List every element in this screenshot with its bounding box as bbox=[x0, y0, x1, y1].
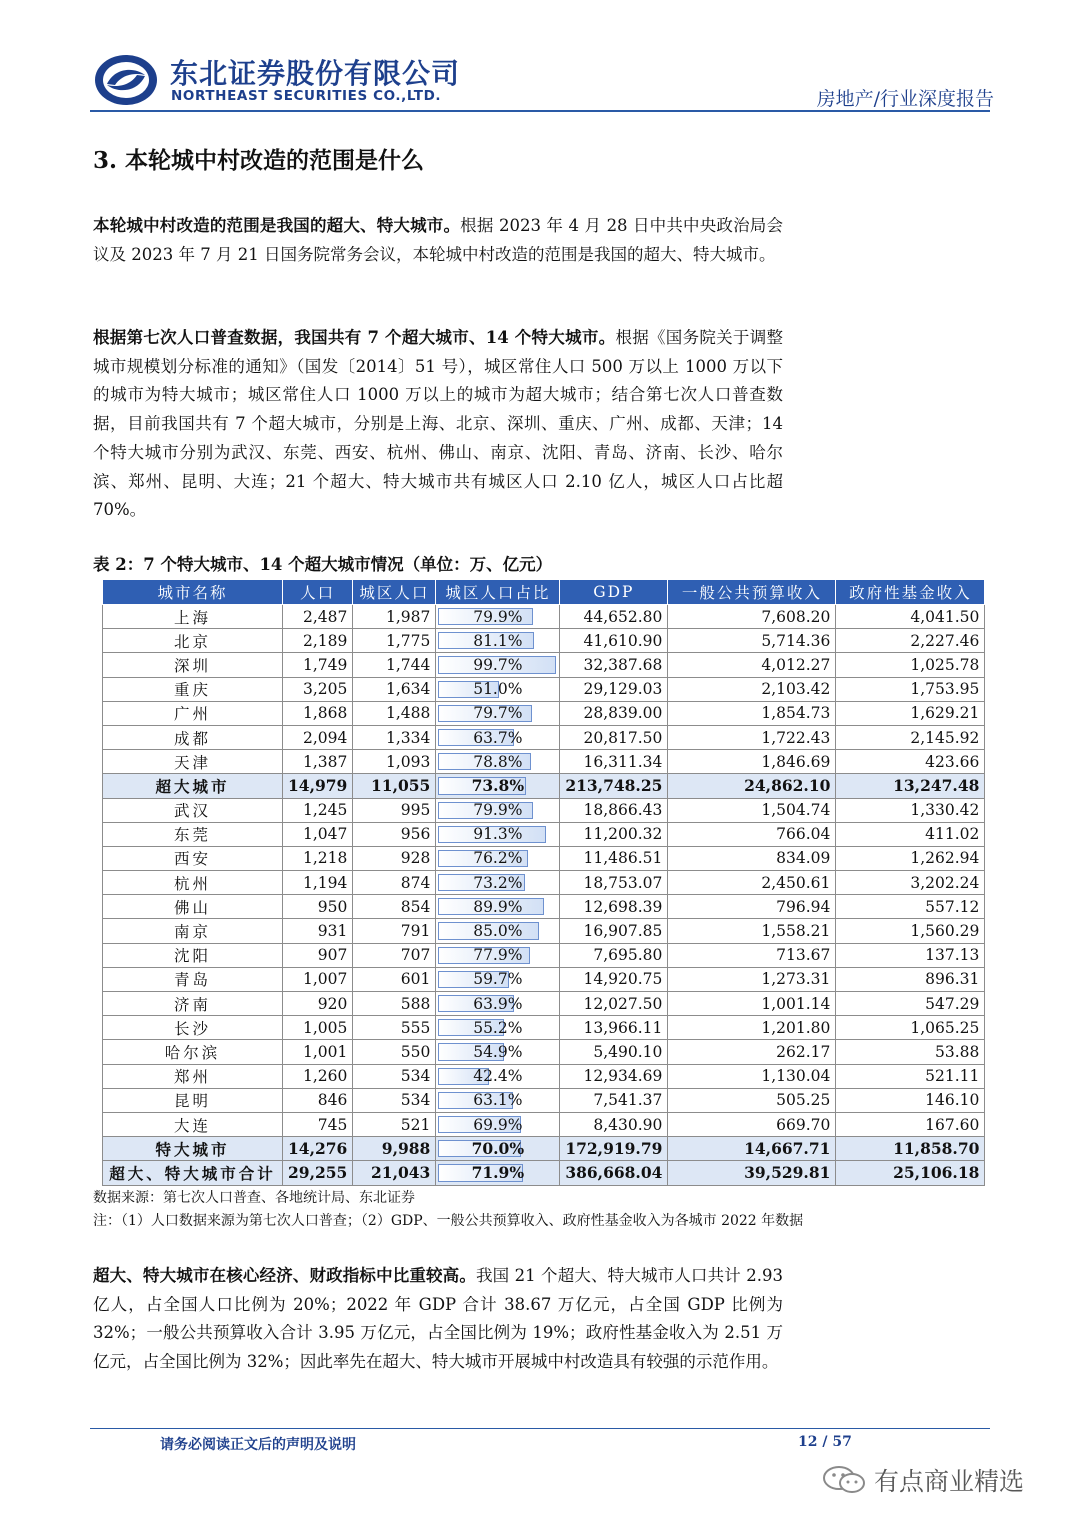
cell-fund-revenue: 1,330.42 bbox=[836, 798, 985, 822]
cell-fund-revenue: 896.31 bbox=[836, 967, 985, 991]
cell-city: 超大城市 bbox=[103, 774, 283, 798]
ratio-value: 55.2% bbox=[473, 1018, 523, 1037]
header-divider bbox=[90, 110, 990, 112]
cell-city: 济南 bbox=[103, 992, 283, 1016]
cell-city: 超大、特大城市合计 bbox=[103, 1161, 283, 1185]
ratio-value: 42.4% bbox=[473, 1067, 523, 1086]
cell-gdp: 13,966.11 bbox=[560, 1016, 668, 1040]
cell-budget-revenue: 7,608.20 bbox=[668, 605, 836, 629]
cell-population: 907 bbox=[283, 943, 353, 967]
cell-urban-population: 1,987 bbox=[353, 605, 436, 629]
table-row bbox=[103, 725, 985, 749]
cell-budget-revenue: 796.94 bbox=[668, 895, 836, 919]
column-header-urban-population: 城区人口 bbox=[353, 580, 436, 605]
cell-fund-revenue: 1,753.95 bbox=[836, 677, 985, 701]
cell-city: 杭州 bbox=[103, 871, 283, 895]
table-row bbox=[103, 798, 985, 822]
table-row bbox=[103, 701, 985, 725]
cell-urban-ratio bbox=[436, 1040, 560, 1064]
cell-city: 天津 bbox=[103, 750, 283, 774]
cell-fund-revenue: 1,262.94 bbox=[836, 846, 985, 870]
cell-budget-revenue: 766.04 bbox=[668, 822, 836, 846]
cell-gdp: 11,200.32 bbox=[560, 822, 668, 846]
table-body bbox=[103, 605, 985, 1186]
cell-urban-ratio bbox=[436, 1088, 560, 1112]
cell-urban-ratio bbox=[436, 1137, 560, 1161]
cell-urban-ratio bbox=[436, 750, 560, 774]
table-caption: 表 2：7 个特大城市、14 个超大城市情况（单位：万、亿元） bbox=[93, 555, 553, 574]
cell-urban-ratio bbox=[436, 992, 560, 1016]
cell-city: 南京 bbox=[103, 919, 283, 943]
cell-budget-revenue: 1,504.74 bbox=[668, 798, 836, 822]
paragraph-share bbox=[93, 1262, 783, 1377]
wechat-icon bbox=[820, 1464, 870, 1496]
cell-urban-ratio bbox=[436, 919, 560, 943]
cell-budget-revenue: 24,862.10 bbox=[668, 774, 836, 798]
cell-urban-population: 521 bbox=[353, 1112, 436, 1136]
cell-urban-ratio bbox=[436, 725, 560, 749]
cell-population: 2,487 bbox=[283, 605, 353, 629]
cell-budget-revenue: 2,103.42 bbox=[668, 677, 836, 701]
cell-gdp: 18,866.43 bbox=[560, 798, 668, 822]
cell-gdp: 16,311.34 bbox=[560, 750, 668, 774]
ratio-value: 91.3% bbox=[473, 825, 523, 844]
cell-population: 1,260 bbox=[283, 1064, 353, 1088]
cell-gdp: 32,387.68 bbox=[560, 653, 668, 677]
cell-fund-revenue: 25,106.18 bbox=[836, 1161, 985, 1185]
cell-city: 郑州 bbox=[103, 1064, 283, 1088]
column-header-fund-revenue: 政府性基金收入 bbox=[836, 580, 985, 605]
column-header-gdp: GDP bbox=[560, 580, 668, 605]
cell-city: 特大城市 bbox=[103, 1137, 283, 1161]
table-row bbox=[103, 677, 985, 701]
cell-urban-ratio bbox=[436, 895, 560, 919]
paragraph-scope-lead: 本轮城中村改造的范围是我国的超大、特大城市。 bbox=[93, 216, 461, 235]
cell-population: 3,205 bbox=[283, 677, 353, 701]
cell-budget-revenue: 1,846.69 bbox=[668, 750, 836, 774]
cell-urban-ratio bbox=[436, 774, 560, 798]
column-header-population: 人口 bbox=[283, 580, 353, 605]
table-note: 注：（1）人口数据来源为第七次人口普查；（2）GDP、一般公共预算收入、政府性基金收入为各城市 2022 年数据 bbox=[93, 1213, 804, 1229]
ratio-value: 59.7% bbox=[473, 970, 523, 989]
cell-budget-revenue: 1,001.14 bbox=[668, 992, 836, 1016]
cell-urban-population: 956 bbox=[353, 822, 436, 846]
table-header-row bbox=[103, 580, 985, 605]
table-row bbox=[103, 871, 985, 895]
table-summary-row bbox=[103, 774, 985, 798]
cell-urban-ratio bbox=[436, 943, 560, 967]
table-row bbox=[103, 967, 985, 991]
ratio-value: 99.7% bbox=[473, 655, 523, 674]
cell-budget-revenue: 1,558.21 bbox=[668, 919, 836, 943]
cell-fund-revenue: 521.11 bbox=[836, 1064, 985, 1088]
cell-budget-revenue: 834.09 bbox=[668, 846, 836, 870]
cell-urban-population: 995 bbox=[353, 798, 436, 822]
cell-urban-population: 550 bbox=[353, 1040, 436, 1064]
cell-city: 成都 bbox=[103, 725, 283, 749]
table-row bbox=[103, 943, 985, 967]
cell-gdp: 16,907.85 bbox=[560, 919, 668, 943]
cell-city: 昆明 bbox=[103, 1088, 283, 1112]
cell-city: 东莞 bbox=[103, 822, 283, 846]
cell-gdp: 18,753.07 bbox=[560, 871, 668, 895]
cell-fund-revenue: 547.29 bbox=[836, 992, 985, 1016]
cell-urban-ratio bbox=[436, 1161, 560, 1185]
cell-urban-population: 9,988 bbox=[353, 1137, 436, 1161]
cell-urban-population: 588 bbox=[353, 992, 436, 1016]
cell-fund-revenue: 3,202.24 bbox=[836, 871, 985, 895]
cell-budget-revenue: 1,722.43 bbox=[668, 725, 836, 749]
table-summary-row bbox=[103, 1161, 985, 1185]
ratio-value: 71.9% bbox=[471, 1163, 525, 1183]
table-row bbox=[103, 1112, 985, 1136]
ratio-value: 81.1% bbox=[473, 631, 523, 650]
table-row bbox=[103, 629, 985, 653]
cell-urban-ratio bbox=[436, 629, 560, 653]
cell-budget-revenue: 505.25 bbox=[668, 1088, 836, 1112]
cell-gdp: 386,668.04 bbox=[560, 1161, 668, 1185]
paragraph-census-lead: 根据第七次人口普查数据，我国共有 7 个超大城市、14 个特大城市。 bbox=[93, 328, 616, 347]
cell-urban-ratio bbox=[436, 701, 560, 725]
cell-population: 1,218 bbox=[283, 846, 353, 870]
ratio-value: 78.8% bbox=[473, 752, 523, 771]
cell-urban-ratio bbox=[436, 1112, 560, 1136]
cell-city: 沈阳 bbox=[103, 943, 283, 967]
cell-city: 武汉 bbox=[103, 798, 283, 822]
cell-population: 745 bbox=[283, 1112, 353, 1136]
cell-urban-population: 1,634 bbox=[353, 677, 436, 701]
cell-gdp: 41,610.90 bbox=[560, 629, 668, 653]
cell-population: 1,194 bbox=[283, 871, 353, 895]
ratio-value: 63.7% bbox=[473, 728, 523, 747]
table-row bbox=[103, 992, 985, 1016]
table-row bbox=[103, 605, 985, 629]
cell-population: 950 bbox=[283, 895, 353, 919]
cell-urban-ratio bbox=[436, 605, 560, 629]
ratio-value: 85.0% bbox=[473, 922, 523, 941]
cell-budget-revenue: 5,714.36 bbox=[668, 629, 836, 653]
cell-fund-revenue: 2,227.46 bbox=[836, 629, 985, 653]
cell-city: 大连 bbox=[103, 1112, 283, 1136]
company-logo-icon bbox=[93, 53, 159, 107]
cell-urban-ratio bbox=[436, 677, 560, 701]
cell-fund-revenue: 13,247.48 bbox=[836, 774, 985, 798]
company-name-en: NORTHEAST SECURITIES CO.,LTD. bbox=[171, 88, 442, 104]
cell-city: 青岛 bbox=[103, 967, 283, 991]
ratio-value: 54.9% bbox=[473, 1042, 523, 1061]
cell-gdp: 11,486.51 bbox=[560, 846, 668, 870]
cell-population: 29,255 bbox=[283, 1161, 353, 1185]
cell-urban-ratio bbox=[436, 1064, 560, 1088]
cell-gdp: 14,920.75 bbox=[560, 967, 668, 991]
cell-urban-population: 11,055 bbox=[353, 774, 436, 798]
cell-urban-population: 534 bbox=[353, 1064, 436, 1088]
cell-urban-population: 534 bbox=[353, 1088, 436, 1112]
table-source: 数据来源：第七次人口普查、各地统计局、东北证券 bbox=[93, 1190, 415, 1206]
section-title: 3. 本轮城中村改造的范围是什么 bbox=[93, 147, 425, 174]
cell-urban-population: 1,775 bbox=[353, 629, 436, 653]
paragraph-scope bbox=[93, 212, 783, 269]
ratio-value: 51.0% bbox=[473, 680, 523, 699]
ratio-value: 73.8% bbox=[471, 776, 525, 796]
cell-fund-revenue: 1,629.21 bbox=[836, 701, 985, 725]
cell-population: 2,094 bbox=[283, 725, 353, 749]
cell-city: 西安 bbox=[103, 846, 283, 870]
table-row bbox=[103, 1088, 985, 1112]
paragraph-scope-body: 根据 2023 年 4 月 28 日中共中央政治局会议及 2023 年 7 月 21 日国务院常务会议，本轮城中村改造的范围是我国的超大、特大城市。 bbox=[93, 216, 783, 264]
cell-city: 长沙 bbox=[103, 1016, 283, 1040]
table-row bbox=[103, 1064, 985, 1088]
cell-urban-ratio bbox=[436, 846, 560, 870]
cell-population: 920 bbox=[283, 992, 353, 1016]
cell-budget-revenue: 713.67 bbox=[668, 943, 836, 967]
cell-fund-revenue: 167.60 bbox=[836, 1112, 985, 1136]
cell-city: 哈尔滨 bbox=[103, 1040, 283, 1064]
cell-budget-revenue: 1,201.80 bbox=[668, 1016, 836, 1040]
cell-city: 北京 bbox=[103, 629, 283, 653]
table-row bbox=[103, 846, 985, 870]
cell-population: 1,001 bbox=[283, 1040, 353, 1064]
cell-urban-ratio bbox=[436, 798, 560, 822]
ratio-value: 77.9% bbox=[473, 946, 523, 965]
cell-gdp: 12,934.69 bbox=[560, 1064, 668, 1088]
cell-budget-revenue: 14,667.71 bbox=[668, 1137, 836, 1161]
cell-fund-revenue: 4,041.50 bbox=[836, 605, 985, 629]
ratio-value: 73.2% bbox=[473, 873, 523, 892]
watermark-text: 有点商业精选 bbox=[874, 1467, 1025, 1496]
cell-urban-population: 928 bbox=[353, 846, 436, 870]
paragraph-census bbox=[93, 324, 783, 525]
cell-gdp: 12,027.50 bbox=[560, 992, 668, 1016]
cell-population: 1,245 bbox=[283, 798, 353, 822]
table-row bbox=[103, 653, 985, 677]
cell-gdp: 7,541.37 bbox=[560, 1088, 668, 1112]
cell-gdp: 7,695.80 bbox=[560, 943, 668, 967]
column-header-budget-revenue: 一般公共预算收入 bbox=[668, 580, 836, 605]
cell-urban-ratio bbox=[436, 1016, 560, 1040]
ratio-value: 79.9% bbox=[473, 607, 523, 626]
cell-gdp: 20,817.50 bbox=[560, 725, 668, 749]
table-row bbox=[103, 1016, 985, 1040]
paragraph-share-body: 我国 21 个超大、特大城市人口共计 2.93 亿人，占全国人口比例为 20%；2022 年 GDP 合计 38.67 万亿元，占全国 GDP 比例为 32%；一般公共预算收入合计 3.95 万亿元，占全国比例为 19%；政府性基金收入为 2.51 万亿元，占全国比例为 32%；因此率先在超大、特大城市开展城中村改造具有较强的示范作用。 bbox=[93, 1266, 784, 1372]
cell-urban-population: 601 bbox=[353, 967, 436, 991]
cell-population: 1,749 bbox=[283, 653, 353, 677]
paragraph-share-lead: 超大、特大城市在核心经济、财政指标中比重较高。 bbox=[93, 1266, 476, 1285]
cell-urban-population: 1,488 bbox=[353, 701, 436, 725]
paragraph-census-body: 根据《国务院关于调整城市规模划分标准的通知》（国发〔2014〕51 号），城区常住人口 500 万以上 1000 万以下的城市为特大城市；城区常住人口 1000 万以上的城市为超大城市；结合第七次人口普查数据，目前我国共有 7 个超大城市，分别是上海、北京、深圳、重庆、广州、成都、天津；14 个特大城市分别为武汉、东莞、西安、杭州、佛山、南京、沈阳、青岛、济南、长沙、哈尔滨、郑州、昆明、大连；21 个超大、特大城市共有城区人口 2.10 亿人，城区人口占比超 70%。 bbox=[93, 328, 783, 520]
cell-urban-population: 874 bbox=[353, 871, 436, 895]
cell-population: 2,189 bbox=[283, 629, 353, 653]
footer-divider bbox=[90, 1428, 990, 1429]
cell-urban-population: 791 bbox=[353, 919, 436, 943]
ratio-value: 76.2% bbox=[473, 849, 523, 868]
cell-population: 1,047 bbox=[283, 822, 353, 846]
cell-urban-population: 1,334 bbox=[353, 725, 436, 749]
cell-urban-population: 21,043 bbox=[353, 1161, 436, 1185]
cell-urban-ratio bbox=[436, 822, 560, 846]
cell-fund-revenue: 1,065.25 bbox=[836, 1016, 985, 1040]
footer-disclaimer: 请务必阅读正文后的声明及说明 bbox=[160, 1437, 356, 1453]
cell-population: 846 bbox=[283, 1088, 353, 1112]
cell-urban-population: 854 bbox=[353, 895, 436, 919]
cell-urban-population: 707 bbox=[353, 943, 436, 967]
cell-urban-population: 1,744 bbox=[353, 653, 436, 677]
cell-city: 佛山 bbox=[103, 895, 283, 919]
cell-urban-population: 555 bbox=[353, 1016, 436, 1040]
cell-urban-ratio bbox=[436, 653, 560, 677]
cell-fund-revenue: 53.88 bbox=[836, 1040, 985, 1064]
cell-budget-revenue: 1,854.73 bbox=[668, 701, 836, 725]
cell-gdp: 8,430.90 bbox=[560, 1112, 668, 1136]
ratio-value: 63.1% bbox=[473, 1091, 523, 1110]
cell-fund-revenue: 2,145.92 bbox=[836, 725, 985, 749]
ratio-value: 63.9% bbox=[473, 994, 523, 1013]
company-name-cn: 东北证券股份有限公司 bbox=[170, 57, 461, 90]
cell-population: 1,005 bbox=[283, 1016, 353, 1040]
cell-population: 1,868 bbox=[283, 701, 353, 725]
cell-population: 1,387 bbox=[283, 750, 353, 774]
ratio-value: 69.9% bbox=[473, 1115, 523, 1134]
cell-population: 14,979 bbox=[283, 774, 353, 798]
cell-urban-population: 1,093 bbox=[353, 750, 436, 774]
cell-gdp: 12,698.39 bbox=[560, 895, 668, 919]
cell-urban-ratio bbox=[436, 967, 560, 991]
cell-fund-revenue: 1,025.78 bbox=[836, 653, 985, 677]
cell-urban-ratio bbox=[436, 871, 560, 895]
cell-fund-revenue: 11,858.70 bbox=[836, 1137, 985, 1161]
cell-budget-revenue: 262.17 bbox=[668, 1040, 836, 1064]
cell-budget-revenue: 39,529.81 bbox=[668, 1161, 836, 1185]
table-row bbox=[103, 919, 985, 943]
cell-budget-revenue: 4,012.27 bbox=[668, 653, 836, 677]
cell-city: 重庆 bbox=[103, 677, 283, 701]
cell-city: 深圳 bbox=[103, 653, 283, 677]
ratio-value: 79.9% bbox=[473, 801, 523, 820]
cell-budget-revenue: 1,130.04 bbox=[668, 1064, 836, 1088]
cell-population: 1,007 bbox=[283, 967, 353, 991]
column-header-urban-ratio: 城区人口占比 bbox=[436, 580, 560, 605]
cell-gdp: 44,652.80 bbox=[560, 605, 668, 629]
table-summary-row bbox=[103, 1137, 985, 1161]
cell-budget-revenue: 669.70 bbox=[668, 1112, 836, 1136]
cell-fund-revenue: 557.12 bbox=[836, 895, 985, 919]
cell-budget-revenue: 2,450.61 bbox=[668, 871, 836, 895]
cell-fund-revenue: 146.10 bbox=[836, 1088, 985, 1112]
cell-fund-revenue: 137.13 bbox=[836, 943, 985, 967]
cell-gdp: 213,748.25 bbox=[560, 774, 668, 798]
report-type-label: 房地产/行业深度报告 bbox=[816, 88, 994, 110]
ratio-value: 79.7% bbox=[473, 704, 523, 723]
ratio-value: 70.0% bbox=[471, 1139, 525, 1159]
table-row bbox=[103, 895, 985, 919]
cell-city: 广州 bbox=[103, 701, 283, 725]
table-row bbox=[103, 822, 985, 846]
cell-city: 上海 bbox=[103, 605, 283, 629]
cell-gdp: 172,919.79 bbox=[560, 1137, 668, 1161]
ratio-value: 89.9% bbox=[473, 897, 523, 916]
table-row bbox=[103, 750, 985, 774]
cell-fund-revenue: 423.66 bbox=[836, 750, 985, 774]
cell-population: 14,276 bbox=[283, 1137, 353, 1161]
city-data-table bbox=[102, 579, 985, 1186]
column-header-city: 城市名称 bbox=[103, 580, 283, 605]
cell-fund-revenue: 411.02 bbox=[836, 822, 985, 846]
page-number: 12 / 57 bbox=[798, 1434, 852, 1450]
cell-fund-revenue: 1,560.29 bbox=[836, 919, 985, 943]
cell-gdp: 28,839.00 bbox=[560, 701, 668, 725]
cell-population: 931 bbox=[283, 919, 353, 943]
cell-gdp: 5,490.10 bbox=[560, 1040, 668, 1064]
cell-budget-revenue: 1,273.31 bbox=[668, 967, 836, 991]
table-row bbox=[103, 1040, 985, 1064]
cell-gdp: 29,129.03 bbox=[560, 677, 668, 701]
